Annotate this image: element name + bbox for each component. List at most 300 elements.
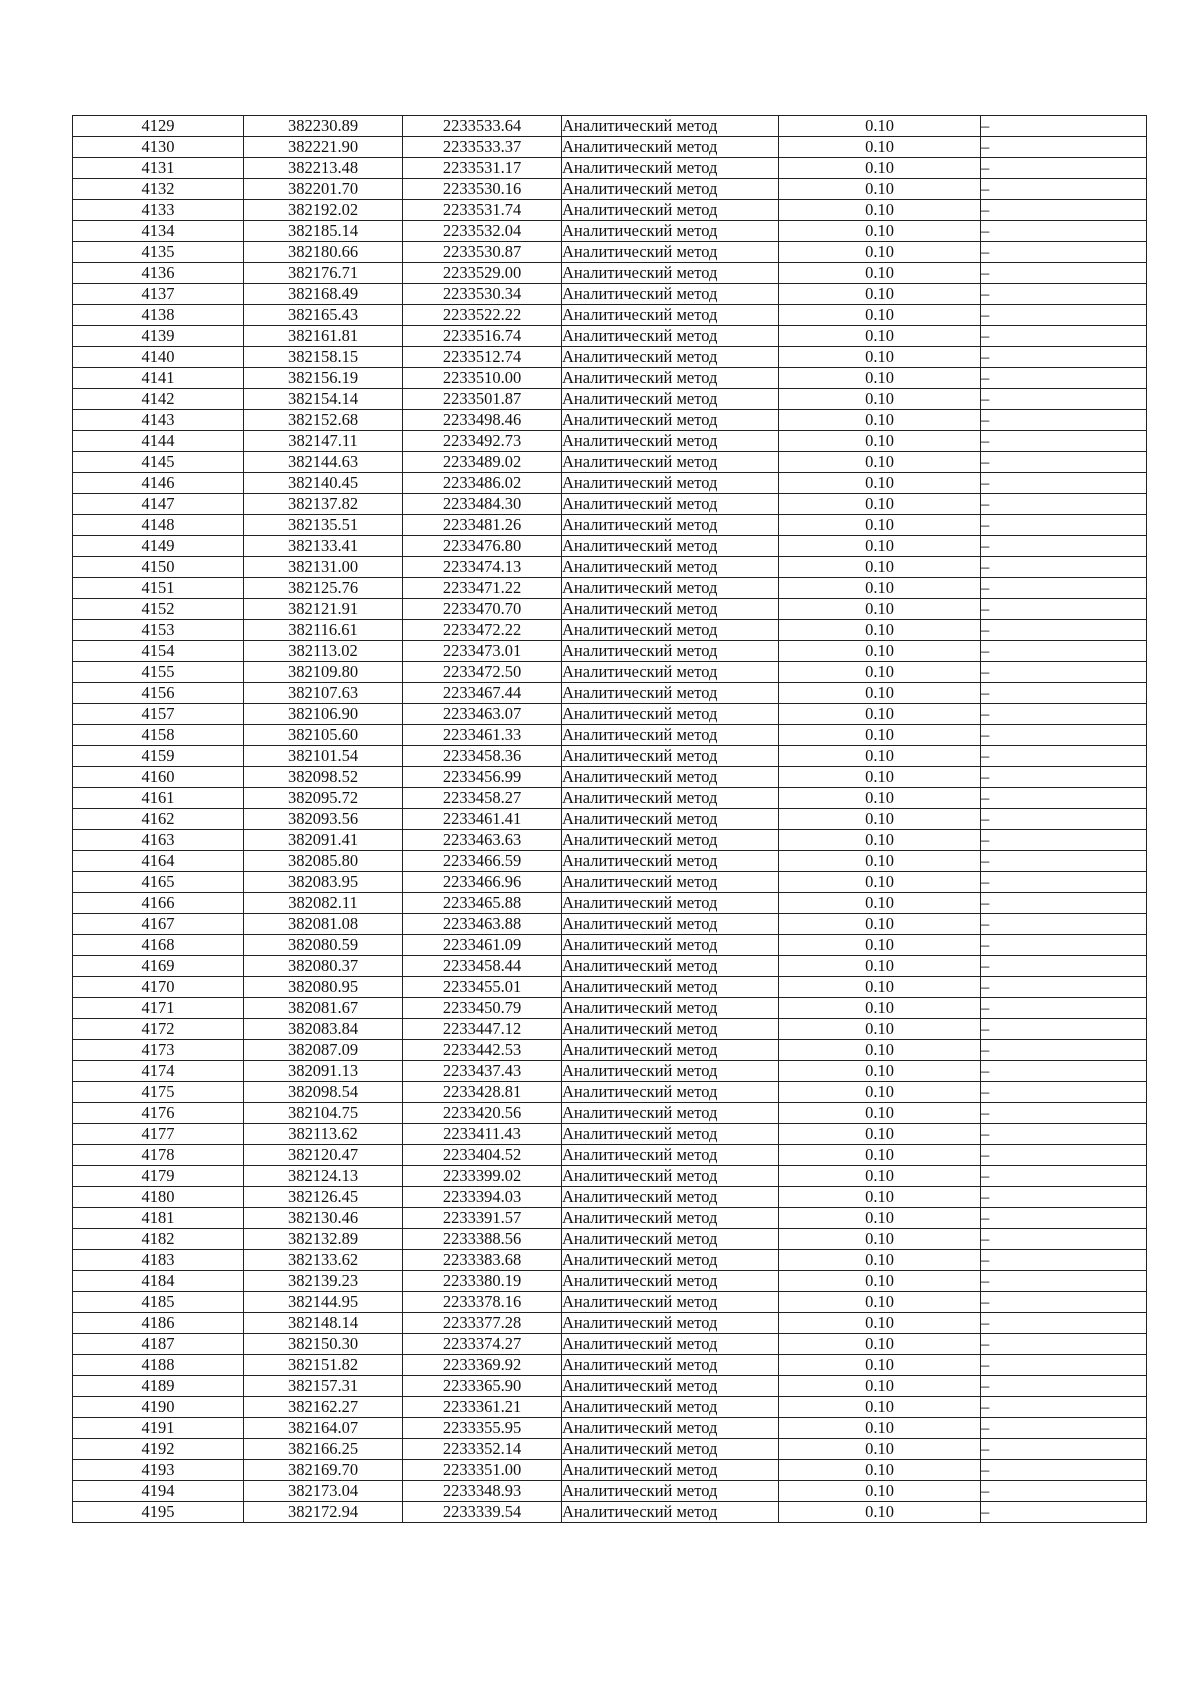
table-row [73,368,1147,389]
point-number-cell: 4129 [73,116,244,137]
point-number-cell: 4159 [73,746,244,767]
y-coordinate-cell: 2233466.96 [403,872,562,893]
x-coordinate-cell: 382080.95 [244,977,403,998]
x-coordinate-cell: 382125.76 [244,578,403,599]
point-number-cell: 4189 [73,1376,244,1397]
note-cell: – [981,788,1147,809]
note-cell: – [981,179,1147,200]
point-number-cell: 4187 [73,1334,244,1355]
x-coordinate-cell: 382107.63 [244,683,403,704]
table-row [73,956,1147,977]
y-coordinate-cell: 2233456.99 [403,767,562,788]
method-cell: Аналитический метод [562,1250,779,1271]
point-number-cell: 4150 [73,557,244,578]
method-cell: Аналитический метод [562,263,779,284]
x-coordinate-cell: 382104.75 [244,1103,403,1124]
x-coordinate-cell: 382133.41 [244,536,403,557]
x-coordinate-cell: 382132.89 [244,1229,403,1250]
note-cell: – [981,893,1147,914]
table-row [73,158,1147,179]
point-number-cell: 4144 [73,431,244,452]
accuracy-cell: 0.10 [779,935,981,956]
x-coordinate-cell: 382213.48 [244,158,403,179]
method-cell: Аналитический метод [562,137,779,158]
y-coordinate-cell: 2233481.26 [403,515,562,536]
table-row [73,998,1147,1019]
note-cell: – [981,410,1147,431]
method-cell: Аналитический метод [562,179,779,200]
x-coordinate-cell: 382169.70 [244,1460,403,1481]
accuracy-cell: 0.10 [779,1250,981,1271]
y-coordinate-cell: 2233512.74 [403,347,562,368]
method-cell: Аналитический метод [562,704,779,725]
y-coordinate-cell: 2233533.64 [403,116,562,137]
note-cell: – [981,200,1147,221]
x-coordinate-cell: 382221.90 [244,137,403,158]
x-coordinate-cell: 382165.43 [244,305,403,326]
note-cell: – [981,326,1147,347]
method-cell: Аналитический метод [562,1439,779,1460]
table-row [73,1334,1147,1355]
table-row [73,536,1147,557]
accuracy-cell: 0.10 [779,305,981,326]
table-row [73,977,1147,998]
table-row [73,1376,1147,1397]
y-coordinate-cell: 2233458.27 [403,788,562,809]
method-cell: Аналитический метод [562,809,779,830]
table-row [73,1166,1147,1187]
x-coordinate-cell: 382148.14 [244,1313,403,1334]
accuracy-cell: 0.10 [779,1145,981,1166]
accuracy-cell: 0.10 [779,431,981,452]
method-cell: Аналитический метод [562,1166,779,1187]
note-cell: – [981,809,1147,830]
x-coordinate-cell: 382131.00 [244,557,403,578]
point-number-cell: 4179 [73,1166,244,1187]
note-cell: – [981,536,1147,557]
x-coordinate-cell: 382144.95 [244,1292,403,1313]
point-number-cell: 4176 [73,1103,244,1124]
y-coordinate-cell: 2233501.87 [403,389,562,410]
method-cell: Аналитический метод [562,620,779,641]
accuracy-cell: 0.10 [779,578,981,599]
y-coordinate-cell: 2233533.37 [403,137,562,158]
method-cell: Аналитический метод [562,1460,779,1481]
accuracy-cell: 0.10 [779,788,981,809]
table-row [73,788,1147,809]
x-coordinate-cell: 382101.54 [244,746,403,767]
table-row [73,347,1147,368]
y-coordinate-cell: 2233361.21 [403,1397,562,1418]
x-coordinate-cell: 382180.66 [244,242,403,263]
method-cell: Аналитический метод [562,1082,779,1103]
note-cell: – [981,137,1147,158]
x-coordinate-cell: 382098.54 [244,1082,403,1103]
method-cell: Аналитический метод [562,788,779,809]
table-row [73,389,1147,410]
accuracy-cell: 0.10 [779,1082,981,1103]
point-number-cell: 4143 [73,410,244,431]
y-coordinate-cell: 2233447.12 [403,1019,562,1040]
method-cell: Аналитический метод [562,1376,779,1397]
method-cell: Аналитический метод [562,1229,779,1250]
note-cell: – [981,158,1147,179]
table-row [73,662,1147,683]
accuracy-cell: 0.10 [779,725,981,746]
point-number-cell: 4160 [73,767,244,788]
x-coordinate-cell: 382113.62 [244,1124,403,1145]
x-coordinate-cell: 382082.11 [244,893,403,914]
accuracy-cell: 0.10 [779,1187,981,1208]
method-cell: Аналитический метод [562,746,779,767]
point-number-cell: 4170 [73,977,244,998]
y-coordinate-cell: 2233458.44 [403,956,562,977]
method-cell: Аналитический метод [562,662,779,683]
note-cell: – [981,872,1147,893]
note-cell: – [981,998,1147,1019]
point-number-cell: 4135 [73,242,244,263]
y-coordinate-cell: 2233472.22 [403,620,562,641]
y-coordinate-cell: 2233463.63 [403,830,562,851]
point-number-cell: 4142 [73,389,244,410]
x-coordinate-cell: 382080.59 [244,935,403,956]
y-coordinate-cell: 2233467.44 [403,683,562,704]
y-coordinate-cell: 2233355.95 [403,1418,562,1439]
method-cell: Аналитический метод [562,326,779,347]
method-cell: Аналитический метод [562,851,779,872]
table-row [73,893,1147,914]
table-row [73,725,1147,746]
x-coordinate-cell: 382109.80 [244,662,403,683]
point-number-cell: 4188 [73,1355,244,1376]
note-cell: – [981,494,1147,515]
accuracy-cell: 0.10 [779,137,981,158]
y-coordinate-cell: 2233463.88 [403,914,562,935]
method-cell: Аналитический метод [562,872,779,893]
y-coordinate-cell: 2233351.00 [403,1460,562,1481]
note-cell: – [981,1229,1147,1250]
y-coordinate-cell: 2233374.27 [403,1334,562,1355]
point-number-cell: 4183 [73,1250,244,1271]
point-number-cell: 4161 [73,788,244,809]
table-row [73,515,1147,536]
table-row [73,221,1147,242]
note-cell: – [981,515,1147,536]
y-coordinate-cell: 2233489.02 [403,452,562,473]
table-row [73,494,1147,515]
accuracy-cell: 0.10 [779,1439,981,1460]
x-coordinate-cell: 382151.82 [244,1355,403,1376]
y-coordinate-cell: 2233486.02 [403,473,562,494]
note-cell: – [981,725,1147,746]
note-cell: – [981,263,1147,284]
y-coordinate-cell: 2233377.28 [403,1313,562,1334]
accuracy-cell: 0.10 [779,599,981,620]
x-coordinate-cell: 382192.02 [244,200,403,221]
note-cell: – [981,221,1147,242]
y-coordinate-cell: 2233428.81 [403,1082,562,1103]
table-row [73,1439,1147,1460]
y-coordinate-cell: 2233461.09 [403,935,562,956]
point-number-cell: 4131 [73,158,244,179]
table-row [73,263,1147,284]
method-cell: Аналитический метод [562,221,779,242]
y-coordinate-cell: 2233437.43 [403,1061,562,1082]
x-coordinate-cell: 382091.41 [244,830,403,851]
point-number-cell: 4148 [73,515,244,536]
accuracy-cell: 0.10 [779,1418,981,1439]
x-coordinate-cell: 382130.46 [244,1208,403,1229]
note-cell: – [981,578,1147,599]
table-row [73,641,1147,662]
accuracy-cell: 0.10 [779,620,981,641]
method-cell: Аналитический метод [562,452,779,473]
table-row [73,1292,1147,1313]
point-number-cell: 4154 [73,641,244,662]
accuracy-cell: 0.10 [779,200,981,221]
y-coordinate-cell: 2233380.19 [403,1271,562,1292]
accuracy-cell: 0.10 [779,704,981,725]
method-cell: Аналитический метод [562,1271,779,1292]
point-number-cell: 4152 [73,599,244,620]
note-cell: – [981,1355,1147,1376]
x-coordinate-cell: 382144.63 [244,452,403,473]
table-row [73,242,1147,263]
method-cell: Аналитический метод [562,431,779,452]
table-row [73,326,1147,347]
accuracy-cell: 0.10 [779,1019,981,1040]
point-number-cell: 4184 [73,1271,244,1292]
method-cell: Аналитический метод [562,1124,779,1145]
note-cell: – [981,1460,1147,1481]
x-coordinate-cell: 382091.13 [244,1061,403,1082]
y-coordinate-cell: 2233399.02 [403,1166,562,1187]
method-cell: Аналитический метод [562,1355,779,1376]
x-coordinate-cell: 382154.14 [244,389,403,410]
method-cell: Аналитический метод [562,1208,779,1229]
point-number-cell: 4136 [73,263,244,284]
note-cell: – [981,746,1147,767]
point-number-cell: 4193 [73,1460,244,1481]
accuracy-cell: 0.10 [779,1313,981,1334]
point-number-cell: 4157 [73,704,244,725]
accuracy-cell: 0.10 [779,914,981,935]
x-coordinate-cell: 382087.09 [244,1040,403,1061]
table-row [73,1103,1147,1124]
method-cell: Аналитический метод [562,305,779,326]
accuracy-cell: 0.10 [779,410,981,431]
accuracy-cell: 0.10 [779,1040,981,1061]
x-coordinate-cell: 382085.80 [244,851,403,872]
accuracy-cell: 0.10 [779,1229,981,1250]
y-coordinate-cell: 2233455.01 [403,977,562,998]
note-cell: – [981,473,1147,494]
note-cell: – [981,1271,1147,1292]
method-cell: Аналитический метод [562,347,779,368]
method-cell: Аналитический метод [562,977,779,998]
x-coordinate-cell: 382081.08 [244,914,403,935]
table-row [73,1271,1147,1292]
point-number-cell: 4149 [73,536,244,557]
table-row [73,1502,1147,1523]
note-cell: – [981,242,1147,263]
note-cell: – [981,284,1147,305]
point-number-cell: 4175 [73,1082,244,1103]
point-number-cell: 4169 [73,956,244,977]
accuracy-cell: 0.10 [779,956,981,977]
accuracy-cell: 0.10 [779,1355,981,1376]
method-cell: Аналитический метод [562,1292,779,1313]
point-number-cell: 4165 [73,872,244,893]
accuracy-cell: 0.10 [779,746,981,767]
table-row [73,1019,1147,1040]
table-row [73,410,1147,431]
table-row [73,473,1147,494]
y-coordinate-cell: 2233369.92 [403,1355,562,1376]
accuracy-cell: 0.10 [779,1481,981,1502]
x-coordinate-cell: 382230.89 [244,116,403,137]
point-number-cell: 4182 [73,1229,244,1250]
x-coordinate-cell: 382095.72 [244,788,403,809]
y-coordinate-cell: 2233530.87 [403,242,562,263]
y-coordinate-cell: 2233530.34 [403,284,562,305]
x-coordinate-cell: 382201.70 [244,179,403,200]
method-cell: Аналитический метод [562,242,779,263]
x-coordinate-cell: 382105.60 [244,725,403,746]
method-cell: Аналитический метод [562,389,779,410]
method-cell: Аналитический метод [562,158,779,179]
x-coordinate-cell: 382133.62 [244,1250,403,1271]
note-cell: – [981,389,1147,410]
note-cell: – [981,557,1147,578]
x-coordinate-cell: 382158.15 [244,347,403,368]
x-coordinate-cell: 382185.14 [244,221,403,242]
x-coordinate-cell: 382173.04 [244,1481,403,1502]
table-row [73,284,1147,305]
point-number-cell: 4138 [73,305,244,326]
x-coordinate-cell: 382139.23 [244,1271,403,1292]
y-coordinate-cell: 2233463.07 [403,704,562,725]
table-row [73,1229,1147,1250]
accuracy-cell: 0.10 [779,662,981,683]
point-number-cell: 4163 [73,830,244,851]
note-cell: – [981,935,1147,956]
note-cell: – [981,347,1147,368]
table-row [73,200,1147,221]
accuracy-cell: 0.10 [779,557,981,578]
table-row [73,1418,1147,1439]
x-coordinate-cell: 382156.19 [244,368,403,389]
table-row [73,935,1147,956]
method-cell: Аналитический метод [562,830,779,851]
y-coordinate-cell: 2233473.01 [403,641,562,662]
note-cell: – [981,1019,1147,1040]
table-row [73,116,1147,137]
point-number-cell: 4162 [73,809,244,830]
point-number-cell: 4195 [73,1502,244,1523]
note-cell: – [981,1250,1147,1271]
method-cell: Аналитический метод [562,599,779,620]
method-cell: Аналитический метод [562,1481,779,1502]
accuracy-cell: 0.10 [779,1061,981,1082]
accuracy-cell: 0.10 [779,1397,981,1418]
point-number-cell: 4177 [73,1124,244,1145]
accuracy-cell: 0.10 [779,473,981,494]
point-number-cell: 4167 [73,914,244,935]
note-cell: – [981,452,1147,473]
y-coordinate-cell: 2233474.13 [403,557,562,578]
x-coordinate-cell: 382083.84 [244,1019,403,1040]
y-coordinate-cell: 2233531.74 [403,200,562,221]
note-cell: – [981,704,1147,725]
method-cell: Аналитический метод [562,998,779,1019]
x-coordinate-cell: 382116.61 [244,620,403,641]
y-coordinate-cell: 2233476.80 [403,536,562,557]
point-number-cell: 4158 [73,725,244,746]
method-cell: Аналитический метод [562,1313,779,1334]
x-coordinate-cell: 382164.07 [244,1418,403,1439]
method-cell: Аналитический метод [562,494,779,515]
y-coordinate-cell: 2233472.50 [403,662,562,683]
accuracy-cell: 0.10 [779,1103,981,1124]
x-coordinate-cell: 382113.02 [244,641,403,662]
method-cell: Аналитический метод [562,1019,779,1040]
note-cell: – [981,1397,1147,1418]
method-cell: Аналитический метод [562,893,779,914]
x-coordinate-cell: 382150.30 [244,1334,403,1355]
note-cell: – [981,368,1147,389]
x-coordinate-cell: 382098.52 [244,767,403,788]
y-coordinate-cell: 2233411.43 [403,1124,562,1145]
method-cell: Аналитический метод [562,956,779,977]
note-cell: – [981,1166,1147,1187]
table-row [73,578,1147,599]
table-row [73,1250,1147,1271]
method-cell: Аналитический метод [562,1334,779,1355]
x-coordinate-cell: 382140.45 [244,473,403,494]
point-number-cell: 4151 [73,578,244,599]
x-coordinate-cell: 382126.45 [244,1187,403,1208]
method-cell: Аналитический метод [562,1502,779,1523]
method-cell: Аналитический метод [562,1418,779,1439]
point-number-cell: 4185 [73,1292,244,1313]
x-coordinate-cell: 382176.71 [244,263,403,284]
method-cell: Аналитический метод [562,935,779,956]
method-cell: Аналитический метод [562,410,779,431]
x-coordinate-cell: 382080.37 [244,956,403,977]
note-cell: – [981,767,1147,788]
method-cell: Аналитический метод [562,536,779,557]
table-row [73,746,1147,767]
table-row [73,1397,1147,1418]
table-row [73,704,1147,725]
y-coordinate-cell: 2233522.22 [403,305,562,326]
y-coordinate-cell: 2233492.73 [403,431,562,452]
method-cell: Аналитический метод [562,557,779,578]
note-cell: – [981,1208,1147,1229]
x-coordinate-cell: 382168.49 [244,284,403,305]
method-cell: Аналитический метод [562,725,779,746]
x-coordinate-cell: 382161.81 [244,326,403,347]
table-row [73,1460,1147,1481]
table-row [73,431,1147,452]
table-row [73,872,1147,893]
y-coordinate-cell: 2233484.30 [403,494,562,515]
y-coordinate-cell: 2233498.46 [403,410,562,431]
accuracy-cell: 0.10 [779,452,981,473]
point-number-cell: 4180 [73,1187,244,1208]
accuracy-cell: 0.10 [779,536,981,557]
